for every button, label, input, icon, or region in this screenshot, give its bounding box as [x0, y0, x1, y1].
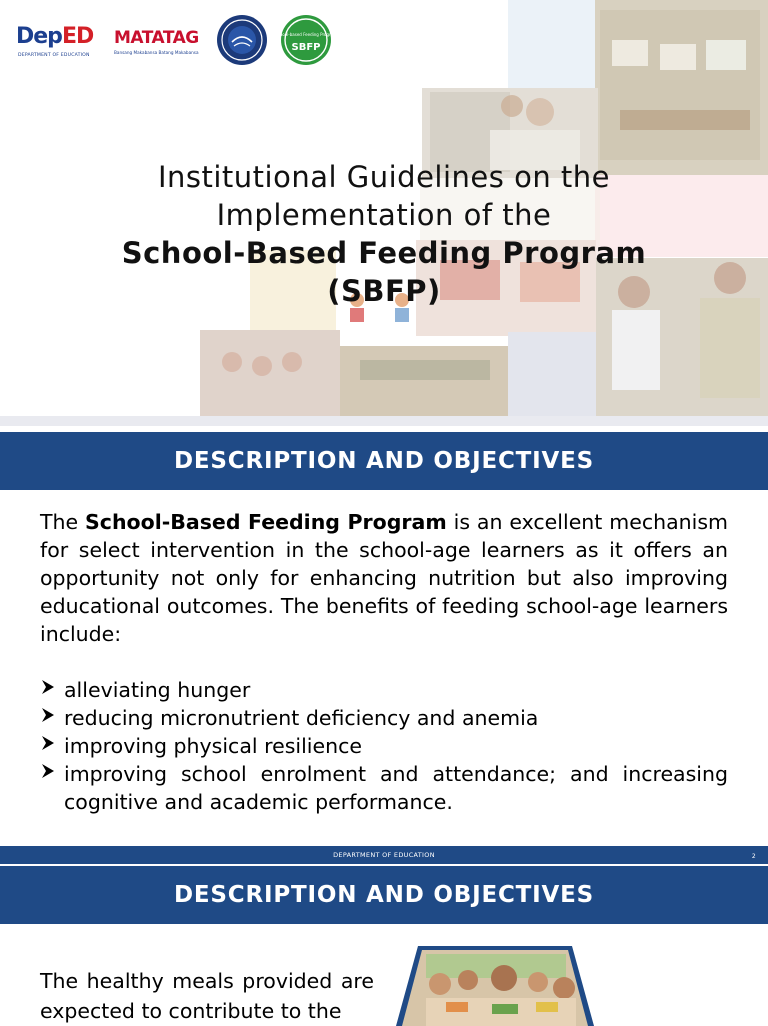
list-item: [40, 760, 728, 816]
title-slide: [0, 0, 768, 420]
list-item-text: alleviating hunger: [64, 678, 251, 702]
section-heading-banner: [0, 432, 768, 490]
slide-footer: [0, 846, 768, 864]
sbfp-logo-text: SBFP: [291, 42, 321, 53]
blss-seal-icon: [216, 14, 268, 66]
meals-paragraph: The healthy meals provided are expected to contribute to the: [40, 969, 374, 1023]
footer-label: DEPARTMENT OF EDUCATION: [333, 851, 435, 859]
description-prefix: The: [40, 510, 86, 534]
section-heading: DESCRIPTION AND OBJECTIVES: [174, 882, 594, 908]
title-line-3: School-Based Feeding Program: [121, 236, 647, 270]
page-number: 2: [751, 853, 756, 860]
section-heading: DESCRIPTION AND OBJECTIVES: [174, 448, 594, 474]
title-line-1: Institutional Guidelines on the: [157, 160, 611, 194]
list-item-text: improving school enrolment and attendance; and increasing cognitive and academic performance.: [64, 762, 728, 814]
sbfp-logo-icon: [275, 14, 337, 66]
list-item: [40, 704, 728, 732]
deped-logo-text-a: Dep: [16, 24, 62, 49]
section-heading-banner: [0, 866, 768, 924]
title-line-2: Implementation of the: [216, 198, 552, 232]
list-item: [40, 676, 728, 704]
description-text: is an excellent mechanism for select intervention in the school-age learners as it offers an opportunity not only for enhancing nutrition but also improving educational outcomes. The benefits of feeding school-age learners include:: [40, 510, 728, 646]
matatag-logo-text: MATATAG: [114, 28, 199, 48]
logo-row: [16, 12, 337, 68]
matatag-logo-subtitle: Bansang Makabansa Batang Makabansa: [114, 50, 199, 55]
arrow-bullet-icon: [40, 678, 56, 696]
deped-logo-text-b: ED: [61, 24, 94, 49]
slide-title: [60, 158, 708, 310]
list-item-text: reducing micronutrient deficiency and anemia: [64, 706, 539, 730]
matatag-logo: [112, 16, 204, 64]
arrow-bullet-icon: [40, 734, 56, 752]
deped-logo: [16, 16, 100, 64]
sbfp-logo-subtitle: School-based Feeding Program: [275, 32, 337, 37]
deped-logo-subtitle: DEPARTMENT OF EDUCATION: [18, 53, 90, 58]
children-eating-photo: [396, 946, 594, 1026]
description-paragraph: [40, 508, 728, 648]
benefits-list: [40, 676, 728, 816]
arrow-bullet-icon: [40, 762, 56, 780]
slide-divider: [0, 416, 768, 426]
list-item: [40, 732, 728, 760]
arrow-bullet-icon: [40, 706, 56, 724]
program-name: School-Based Feeding Program: [85, 510, 447, 534]
title-line-4: (SBFP): [327, 274, 441, 308]
list-item-text: improving physical resilience: [64, 734, 362, 758]
